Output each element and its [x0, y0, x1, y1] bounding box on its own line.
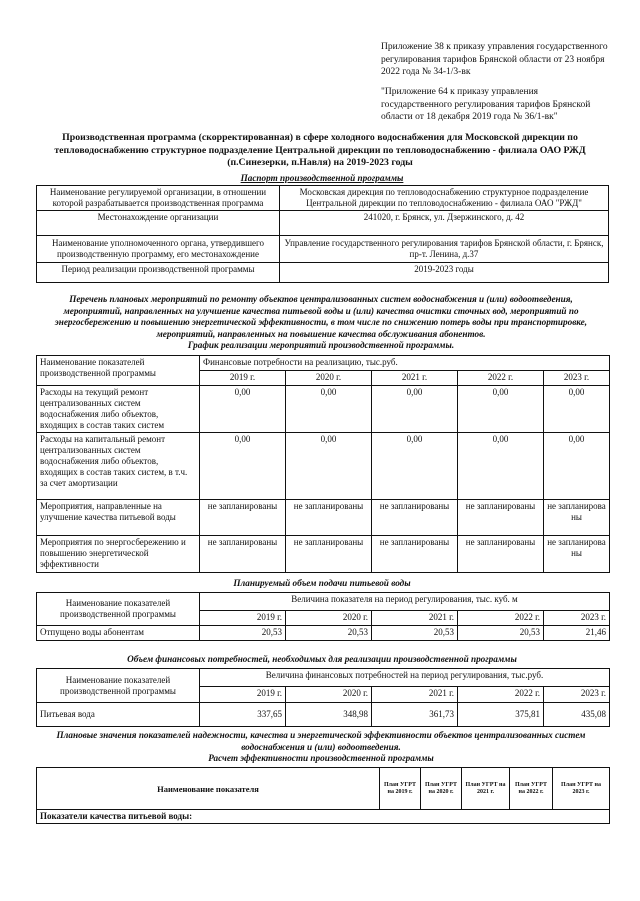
- year-header: 2021 г.: [372, 687, 458, 703]
- heading-line: энергосбережению и повышению энергетической эффективности, в том числе по снижению потерь воды при транспортировке,: [54, 317, 588, 327]
- reliability-heading: [30, 730, 612, 765]
- cell-value: не запланированы: [286, 500, 372, 536]
- table-row: [37, 433, 610, 500]
- col-header-name: Наименование показателей производственной программы: [37, 356, 200, 386]
- year-header: 2022 г.: [458, 371, 544, 386]
- col-header-name: Наименование показателей производственной программы: [37, 669, 200, 703]
- appendix-line: области от 18 декабря 2019 года № 36/1-вк": [381, 112, 558, 122]
- table-row: [37, 703, 610, 727]
- document-title: [30, 132, 610, 170]
- cell-value: 375,81: [458, 703, 544, 727]
- year-header: 2019 г.: [200, 687, 286, 703]
- table-row: [37, 211, 609, 236]
- col-header-name: Наименование показателя: [37, 768, 380, 810]
- cell-value: не запланирова ны: [544, 500, 610, 536]
- cell-value: 0,00: [458, 433, 544, 500]
- plan-heading: [30, 294, 612, 352]
- year-header: 2019 г.: [200, 371, 286, 386]
- table-header-row: [37, 669, 610, 687]
- col-header-val: Величина финансовых потребностей на период регулирования, тыс.руб.: [200, 669, 610, 687]
- col-header-val: Величина показателя на период регулирования, тыс. куб. м: [200, 593, 610, 611]
- passport-heading: Паспорт производственной программы: [240, 173, 404, 183]
- year-header: 2020 г.: [286, 371, 372, 386]
- title-line: Производственная программа (скорректированная) в сфере холодного водоснабжения для Московской дирекции по: [62, 132, 578, 143]
- row-name: Расходы на капитальный ремонт централизованных систем водоснабжения либо объектов, входящих в состав таких систем, в т.ч. за счет амортизации: [37, 433, 200, 500]
- row-name: Питьевая вода: [37, 703, 200, 727]
- year-header: 2021 г.: [372, 611, 458, 626]
- cell-value: не запланированы: [286, 536, 372, 573]
- cell-value: не запланированы: [200, 536, 286, 573]
- year-header: 2020 г.: [286, 611, 372, 626]
- col-header-name: Наименование показателей производственной программы: [37, 593, 200, 626]
- passport-value: 241020, г. Брянск, ул. Дзержинского, д. 42: [280, 211, 609, 236]
- table-header-row: [37, 356, 610, 371]
- table-row: [37, 236, 609, 263]
- passport-label: Наименование уполномоченного органа, утвердившего производственную программу, его местонахождение: [37, 236, 280, 263]
- year-header: 2023 г.: [544, 371, 610, 386]
- cell-value: 20,53: [286, 626, 372, 641]
- cell-value: 0,00: [200, 386, 286, 433]
- cell-value: 337,65: [200, 703, 286, 727]
- passport-label: Местонахождение организации: [37, 211, 280, 236]
- year-header: 2022 г.: [458, 611, 544, 626]
- cell-value: 361,73: [372, 703, 458, 727]
- cell-value: не запланированы: [458, 536, 544, 573]
- year-header: 2019 г.: [200, 611, 286, 626]
- table-row: [37, 263, 609, 283]
- cell-value: 0,00: [372, 386, 458, 433]
- efficiency-table: [36, 767, 610, 824]
- passport-value: 2019-2023 годы: [280, 263, 609, 283]
- cell-value: 0,00: [458, 386, 544, 433]
- heading-line: График реализации мероприятий производственной программы.: [187, 340, 455, 350]
- passport-label: Период реализации производственной программы: [37, 263, 280, 283]
- passport-table: [36, 185, 609, 283]
- cell-value: 435,08: [544, 703, 610, 727]
- row-name: Отпущено воды абонентам: [37, 626, 200, 641]
- cell-value: 20,53: [372, 626, 458, 641]
- cell-value: не запланированы: [200, 500, 286, 536]
- row-name: Мероприятия, направленные на улучшение качества питьевой воды: [37, 500, 200, 536]
- cell-value: 20,53: [200, 626, 286, 641]
- passport-value: Управление государственного регулирования тарифов Брянской области, г. Брянск, пр-т. Ленина, д.37: [280, 236, 609, 263]
- cell-value: 0,00: [286, 433, 372, 500]
- heading-line: Расчет эффективности производственной программы: [208, 753, 434, 763]
- cell-value: 348,98: [286, 703, 372, 727]
- supply-table: [36, 592, 610, 641]
- cell-value: не запланированы: [372, 536, 458, 573]
- col-header-plan: План УГРТ на 2020 г.: [421, 768, 462, 810]
- cell-value: 21,46: [544, 626, 610, 641]
- cell-value: 0,00: [544, 433, 610, 500]
- table-row: [37, 186, 609, 211]
- col-header-fin: Финансовые потребности на реализацию, тыс.руб.: [200, 356, 610, 371]
- cell-value: не запланированы: [458, 500, 544, 536]
- cell-value: 0,00: [544, 386, 610, 433]
- table-header-row: [37, 593, 610, 611]
- heading-line: Перечень плановых мероприятий по ремонту объектов централизованных систем водоснабжения и (или) водоотведения,: [69, 294, 573, 304]
- appendix-quote: [381, 86, 631, 124]
- cell-value: 0,00: [286, 386, 372, 433]
- title-line: (п.Синезерки, п.Навля) на 2019-2023 годы: [227, 157, 413, 168]
- year-header: 2023 г.: [544, 611, 610, 626]
- section-label: Показатели качества питьевой воды:: [37, 810, 610, 824]
- col-header-plan: План УГРТ на 2023 г.: [553, 768, 610, 810]
- table-row: [37, 810, 610, 824]
- title-line: тепловодоснабжению структурное подразделение Центральной дирекции по тепловодоснабжению - филиала ОАО РЖД: [54, 144, 586, 156]
- supply-heading: Планируемый объем подачи питьевой воды: [233, 578, 411, 588]
- appendix-line: Приложение 38 к приказу управления государственного: [381, 42, 608, 52]
- appendix-line: регулирования тарифов Брянской области от 23 ноября: [381, 54, 605, 65]
- table-row: [37, 386, 610, 433]
- schedule-table: [36, 355, 610, 573]
- table-row: [37, 500, 610, 536]
- table-header-row: [37, 768, 610, 810]
- row-name: Расходы на текущий ремонт централизованных систем водоснабжения либо объектов, входящих в состав таких систем: [37, 386, 200, 433]
- appendix-line: 2022 года № 34-1/3-вк: [381, 67, 471, 77]
- cell-value: 0,00: [372, 433, 458, 500]
- cell-value: 0,00: [200, 433, 286, 500]
- finance-table: [36, 668, 610, 727]
- table-row: [37, 626, 610, 641]
- cell-value: 20,53: [458, 626, 544, 641]
- year-header: 2020 г.: [286, 687, 372, 703]
- appendix-note: [381, 41, 631, 79]
- heading-line: мероприятий, направленных на улучшение качества питьевой воды и (или) качества очистки сточных вод, мероприятий по: [63, 305, 579, 316]
- heading-line: водоснабжения и (или) водоотведения.: [241, 741, 401, 752]
- year-header: 2021 г.: [372, 371, 458, 386]
- heading-line: Плановые значения показателей надежности, качества и энергетической эффективности объектов централизованных систем: [56, 730, 586, 740]
- appendix-line: государственного регулирования тарифов Брянской: [381, 99, 591, 110]
- col-header-plan: План УГРТ на 2019 г.: [380, 768, 421, 810]
- col-header-plan: План УГРТ на 2022 г.: [510, 768, 553, 810]
- appendix-line: "Приложение 64 к приказу управления: [381, 87, 539, 97]
- year-header: 2023 г.: [544, 687, 610, 703]
- table-row: [37, 536, 610, 573]
- heading-line: мероприятий, направленных на повышение качества обслуживания абонентов.: [156, 328, 486, 339]
- cell-value: не запланирова ны: [544, 536, 610, 573]
- passport-label: Наименование регулируемой организации, в отношении которой разрабатывается производственная программа: [37, 186, 280, 211]
- col-header-plan: План УГРТ на 2021 г.: [462, 768, 510, 810]
- cell-value: не запланированы: [372, 500, 458, 536]
- passport-value: Московская дирекция по тепловодоснабжению структурное подразделение Центральной дирекции по тепловодоснабжению - филиала ОАО "РЖД": [280, 186, 609, 211]
- finance-heading: Объем финансовых потребностей, необходимых для реализации производственной программы: [127, 654, 517, 664]
- year-header: 2022 г.: [458, 687, 544, 703]
- row-name: Мероприятия по энергосбережению и повышению энергетической эффективности: [37, 536, 200, 573]
